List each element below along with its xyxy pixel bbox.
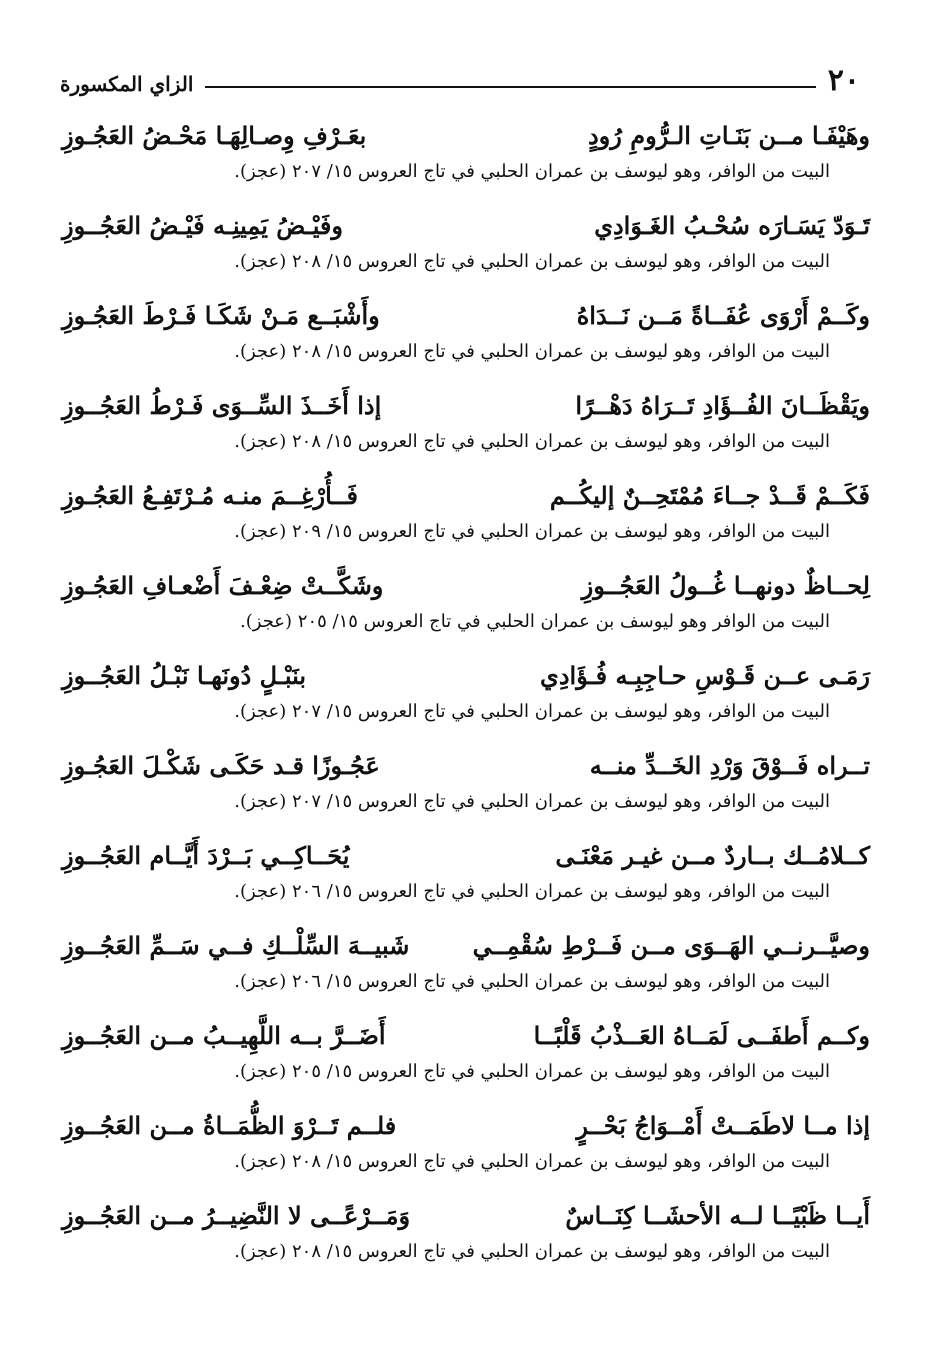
source-note: البيت من الوافر، وهو ليوسف بن عمران الحلبي في تاج العروس ١٥/ ٢٠٨ (عجز). — [234, 1241, 830, 1262]
second-hemistich: شَبيــهَ السِّلْــكِ فــي سَــمِّ العَجُــوزِ — [62, 930, 410, 960]
verse-line — [62, 383, 870, 427]
verse-entry — [62, 1005, 870, 1095]
verse-entry — [62, 735, 870, 825]
second-hemistich: أَضَــرَّ بــه اللَّهِيــبُ مــن العَجُــوزِ — [62, 1020, 386, 1050]
first-hemistich: وهَيْفَـا مــن بَنَـاتِ الـرُّومِ رُودٍ — [587, 120, 870, 150]
verse-line — [62, 743, 870, 787]
source-note: البيت من الوافر، وهو ليوسف بن عمران الحلبي في تاج العروس ١٥/ ٢٠٨ (عجز). — [234, 431, 830, 452]
source-note: البيت من الوافر، وهو ليوسف بن عمران الحلبي في تاج العروس ١٥/ ٢٠٥ (عجز). — [234, 1061, 830, 1082]
verse-line — [62, 1013, 870, 1057]
verse-entry — [62, 105, 870, 195]
verse-line — [62, 653, 870, 697]
first-hemistich: ويَقْظَــانَ الفُــؤَادِ تَــرَاهُ دَهْــرًا — [575, 390, 870, 420]
verse-list — [62, 105, 870, 1275]
page-number: ٢٠ — [827, 63, 860, 98]
verse-entry — [62, 195, 870, 285]
second-hemistich: يُحَــاكِــي بَــرْدَ أَيَّــام العَجُــوزِ — [62, 840, 350, 870]
verse-entry — [62, 1095, 870, 1185]
first-hemistich: رَمَـى عــن قَـوْسِ حـاجِبِـه فُـؤَادِي — [540, 660, 870, 690]
first-hemistich: أَيــا ظَبْيًــا لــه الأحشَــا كِنَــاسٌ — [565, 1200, 870, 1230]
verse-line — [62, 1193, 870, 1237]
second-hemistich: وَمَــرْعًــى لا النَّضِيــرُ مــن العَجُــوزِ — [62, 1200, 411, 1230]
verse-line — [62, 563, 870, 607]
verse-entry — [62, 825, 870, 915]
verse-line — [62, 1103, 870, 1147]
second-hemistich: بنَبْـلٍ دُونَهـا نَبْـلُ العَجُــوزِ — [62, 660, 307, 690]
second-hemistich: فلــم تَــرْوَ الظُّمَــاةُ مــن العَجُــوزِ — [62, 1110, 397, 1140]
source-note: البيت من الوافر، وهو ليوسف بن عمران الحلبي في تاج العروس ١٥/ ٢٠٨ (عجز). — [234, 341, 830, 362]
source-note: البيت من الوافر، وهو ليوسف بن عمران الحلبي في تاج العروس ١٥/ ٢٠٨ (عجز). — [234, 1151, 830, 1172]
second-hemistich: وأَشْبَــع مَـنْ شَكَـا فَـرْطَ العَجُـوزِ — [62, 300, 380, 330]
source-note: البيت من الوافر، وهو ليوسف بن عمران الحلبي في تاج العروس ١٥/ ٢٠٦ (عجز). — [234, 881, 830, 902]
source-note: البيت من الوافر، وهو ليوسف بن عمران الحلبي في تاج العروس ١٥/ ٢٠٦ (عجز). — [234, 971, 830, 992]
source-note: البيت من الوافر، وهو ليوسف بن عمران الحلبي في تاج العروس ١٥/ ٢٠٧ (عجز). — [234, 161, 830, 182]
verse-entry — [62, 1185, 870, 1275]
source-note: البيت من الوافر، وهو ليوسف بن عمران الحلبي في تاج العروس ١٥/ ٢٠٧ (عجز). — [234, 701, 830, 722]
first-hemistich: إذا مــا لاطَمَــتْ أَمْــوَاجُ بَحْــرٍ — [576, 1110, 870, 1140]
verse-line — [62, 113, 870, 157]
source-note: البيت من الوافر، وهو ليوسف بن عمران الحلبي في تاج العروس ١٥/ ٢٠٧ (عجز). — [234, 791, 830, 812]
first-hemistich: كــلامُــك بــاردٌ مــن غيـر مَعْنَـى — [555, 840, 870, 870]
verse-entry — [62, 555, 870, 645]
verse-entry — [62, 645, 870, 735]
first-hemistich: وكــم أَطفَــى لَمَــاهُ العَــذْبُ قَلْبًــا — [533, 1020, 870, 1050]
first-hemistich: وكَــمْ أَرْوَى عُفَــاةً مَــن نَــدَاهُ — [576, 300, 870, 330]
verse-line — [62, 473, 870, 517]
first-hemistich: وصيَّــرنــي الهَــوَى مــن فَــرْطِ سُقْمِــي — [472, 930, 870, 960]
source-note: البيت من الوافر، وهو ليوسف بن عمران الحلبي في تاج العروس ١٥/ ٢٠٨ (عجز). — [234, 251, 830, 272]
second-hemistich: إذا أَخَــذَ السِّــوَى فَـرْطُ العَجُــوزِ — [62, 390, 382, 420]
second-hemistich: وشَكَّــتْ ضِعْـفَ أَضْعـافِ العَجُـوزِ — [62, 570, 384, 600]
verse-entry — [62, 375, 870, 465]
second-hemistich: بعَـرْفِ وِصـالِهَـا مَحْـضُ العَجُـوزِ — [62, 120, 367, 150]
second-hemistich: عَجُـوزًا قـد حَكَـى شَكْـلَ العَجُـوزِ — [62, 750, 380, 780]
first-hemistich: تَـوَدّ يَسَـارَه سُحْـبُ الغَـوَادِي — [594, 210, 870, 240]
first-hemistich: تــراه فَــوْقَ وَرْدِ الخَــدِّ منــه — [589, 750, 870, 780]
first-hemistich: فَكَــمْ قَــدْ جــاءَ مُمْتَحِــنٌ إليكُــم — [549, 480, 870, 510]
verse-line — [62, 203, 870, 247]
source-note: البيت من الوافر وهو ليوسف بن عمران الحلبي في تاج العروس ١٥/ ٢٠٥ (عجز). — [240, 611, 830, 632]
verse-line — [62, 923, 870, 967]
header-rule — [205, 86, 815, 88]
running-title: الزاي المكسورة — [60, 72, 194, 96]
verse-entry — [62, 285, 870, 375]
verse-line — [62, 833, 870, 877]
verse-line — [62, 293, 870, 337]
second-hemistich: فَــأُرْغِــمَ منـه مُـرْتَفِـعُ العَجُـوزِ — [62, 480, 358, 510]
source-note: البيت من الوافر، وهو ليوسف بن عمران الحلبي في تاج العروس ١٥/ ٢٠٩ (عجز). — [234, 521, 830, 542]
first-hemistich: لِحــاظٌ دونهــا غُــولُ العَجُــوزِ — [581, 570, 870, 600]
page-header — [60, 62, 860, 96]
verse-entry — [62, 465, 870, 555]
second-hemistich: وفَيْـضُ يَمِينِـه فَيْـضُ العَجُــوزِ — [62, 210, 343, 240]
verse-entry — [62, 915, 870, 1005]
